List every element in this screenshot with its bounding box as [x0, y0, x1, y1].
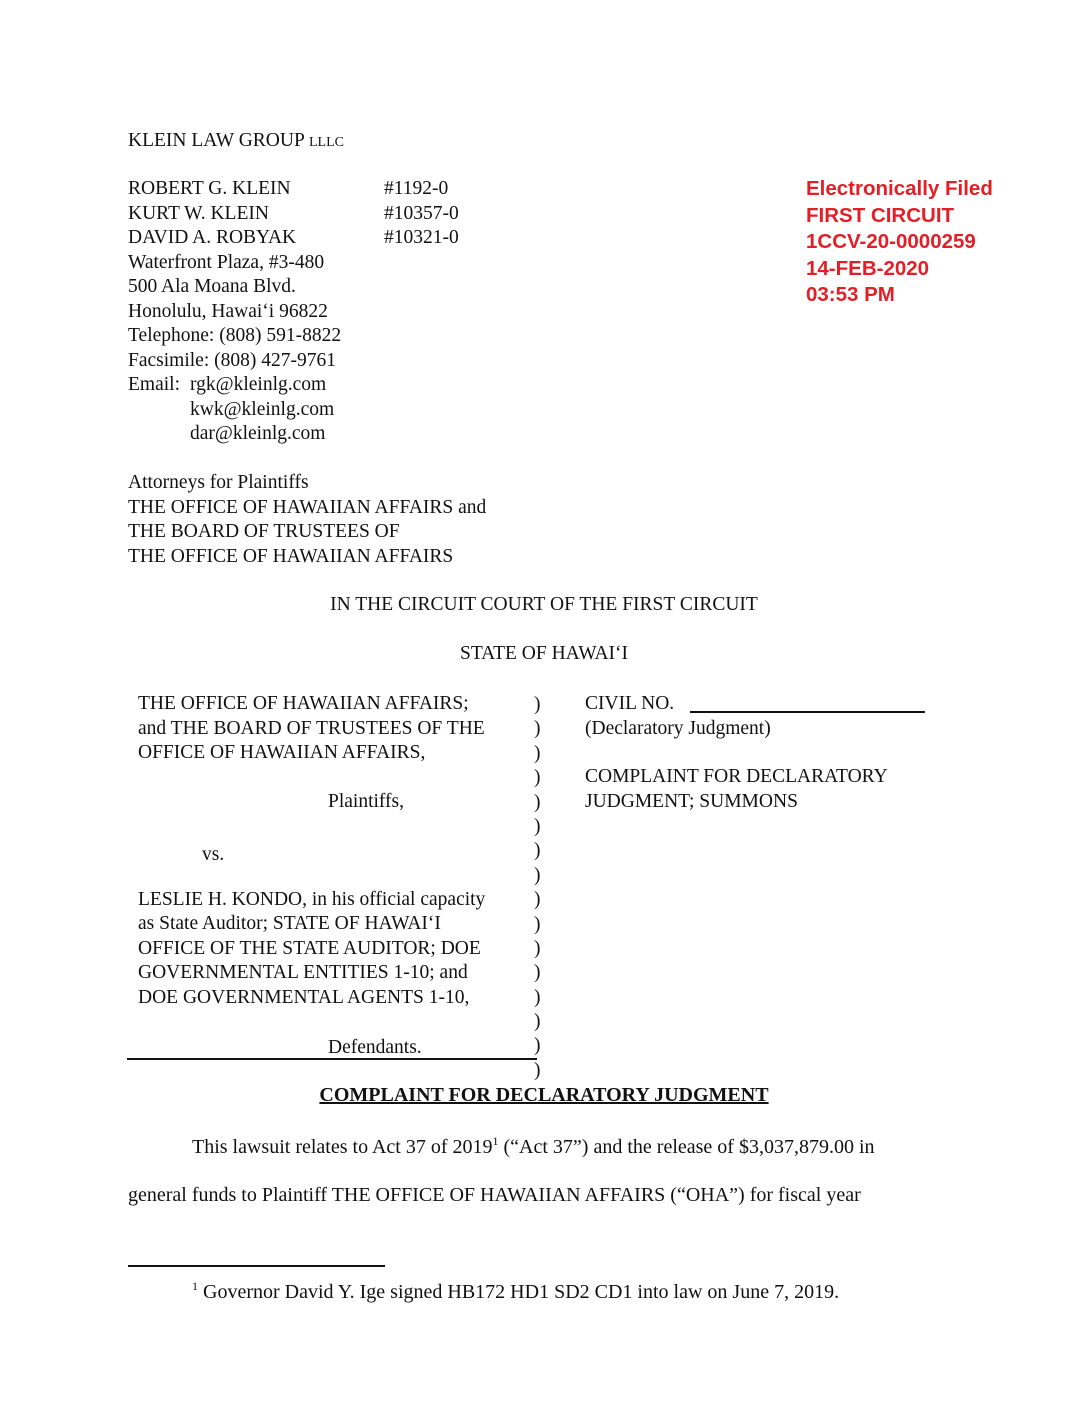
caption-paren: )	[534, 1011, 541, 1033]
footnote-text: Governor David Y. Ige signed HB172 HD1 SD2 CD1 into law on June 7, 2019.	[198, 1281, 840, 1303]
email-address: kwk@kleinlg.com	[190, 399, 335, 420]
stamp-case-number: 1CCV-20-0000259	[806, 230, 976, 253]
body-paragraph-line-1: This lawsuit relates to Act 37 of 2019$^1$ (“Act 37”) and the release of $3,037,879.00 in	[192, 1134, 875, 1158]
plaintiffs-label: Plaintiffs,	[328, 791, 405, 812]
plaintiff-line: THE OFFICE OF HAWAIIAN AFFAIRS;	[138, 693, 469, 714]
caption-paren: )	[534, 791, 541, 813]
footnote-number: 1	[192, 1279, 198, 1293]
attorney-bar-number: #1192-0	[384, 178, 449, 199]
telephone: Telephone: (808) 591-8822	[128, 325, 342, 346]
document-title-line: JUDGMENT; SUMMONS	[585, 791, 798, 812]
firm-name: KLEIN LAW GROUP LLLC	[128, 130, 344, 151]
filing-stamp	[806, 176, 993, 309]
document-title-line: COMPLAINT FOR DECLARATORY	[585, 766, 888, 787]
caption-paren: )	[534, 1059, 541, 1081]
address-line: Waterfront Plaza, #3-480	[128, 252, 325, 273]
firm-suffix: LLLC	[308, 135, 344, 150]
attorneys-for-line: Attorneys for Plaintiffs	[128, 472, 309, 493]
attorneys-for-line: THE OFFICE OF HAWAIIAN AFFAIRS and	[128, 497, 487, 518]
caption-paren: )	[534, 815, 541, 837]
attorney-name: DAVID A. ROBYAK	[128, 227, 297, 248]
civil-no-blank-line	[690, 711, 925, 713]
email-label: Email:	[128, 374, 180, 395]
attorney-name: KURT W. KLEIN	[128, 203, 269, 224]
caption-bottom-rule	[127, 1058, 537, 1060]
caption-paren: )	[534, 694, 541, 715]
caption-paren: )	[534, 889, 541, 911]
footnote-separator	[128, 1265, 385, 1267]
defendant-line: DOE GOVERNMENTAL AGENTS 1-10,	[138, 987, 470, 1008]
caption-parenthesis-column	[534, 693, 548, 1083]
caption-paren: )	[534, 1035, 541, 1057]
caption-paren: )	[534, 986, 541, 1008]
footnote-reference[interactable]: 1	[492, 1134, 499, 1148]
defendant-line: GOVERNMENTAL ENTITIES 1-10; and	[138, 962, 468, 983]
caption-paren: )	[534, 767, 541, 789]
caption-paren: )	[534, 742, 541, 764]
defendant-line: LESLIE H. KONDO, in his official capacity	[138, 889, 486, 910]
stamp-line: Electronically Filed	[806, 177, 993, 200]
caption-paren: )	[534, 962, 541, 984]
defendants-label: Defendants.	[328, 1037, 422, 1058]
attorney-name: ROBERT G. KLEIN	[128, 178, 291, 199]
civil-no-label: CIVIL NO.	[585, 693, 675, 714]
versus: vs.	[202, 844, 225, 865]
address-line: 500 Ala Moana Blvd.	[128, 276, 296, 297]
caption-paren: )	[534, 840, 541, 862]
court-name: IN THE CIRCUIT COURT OF THE FIRST CIRCUIT	[330, 594, 758, 615]
case-type: (Declaratory Judgment)	[585, 718, 771, 739]
body-paragraph-line-2: general funds to Plaintiff THE OFFICE OF HAWAIIAN AFFAIRS (“OHA”) for fiscal year	[128, 1184, 861, 1206]
defendant-line: as State Auditor; STATE OF HAWAI‘I	[138, 913, 441, 934]
caption-paren: )	[534, 937, 541, 959]
caption-paren: )	[534, 913, 541, 935]
caption-paren: )	[534, 718, 541, 740]
complaint-heading: COMPLAINT FOR DECLARATORY JUDGMENT	[319, 1084, 769, 1106]
stamp-date: 14-FEB-2020	[806, 256, 930, 280]
attorneys-for-line: THE BOARD OF TRUSTEES OF	[128, 521, 400, 542]
footnote	[192, 1280, 839, 1304]
court-state: STATE OF HAWAI‘I	[459, 643, 629, 664]
stamp-time: 03:53 PM	[806, 283, 895, 306]
attorney-bar-number: #10357-0	[384, 203, 459, 224]
email-address: rgk@kleinlg.com	[190, 374, 327, 395]
address-line: Honolulu, Hawai‘i 96822	[128, 301, 328, 322]
plaintiff-line: and THE BOARD OF TRUSTEES OF THE	[138, 718, 485, 739]
attorneys-for-line: THE OFFICE OF HAWAIIAN AFFAIRS	[128, 546, 454, 567]
caption-paren: )	[534, 864, 541, 886]
stamp-line: FIRST CIRCUIT	[806, 203, 955, 227]
email-address: dar@kleinlg.com	[190, 423, 326, 444]
facsimile: Facsimile: (808) 427-9761	[128, 350, 336, 371]
defendant-line: OFFICE OF THE STATE AUDITOR; DOE	[138, 938, 481, 959]
attorney-bar-number: #10321-0	[384, 227, 459, 248]
plaintiff-line: OFFICE OF HAWAIIAN AFFAIRS,	[138, 742, 426, 763]
